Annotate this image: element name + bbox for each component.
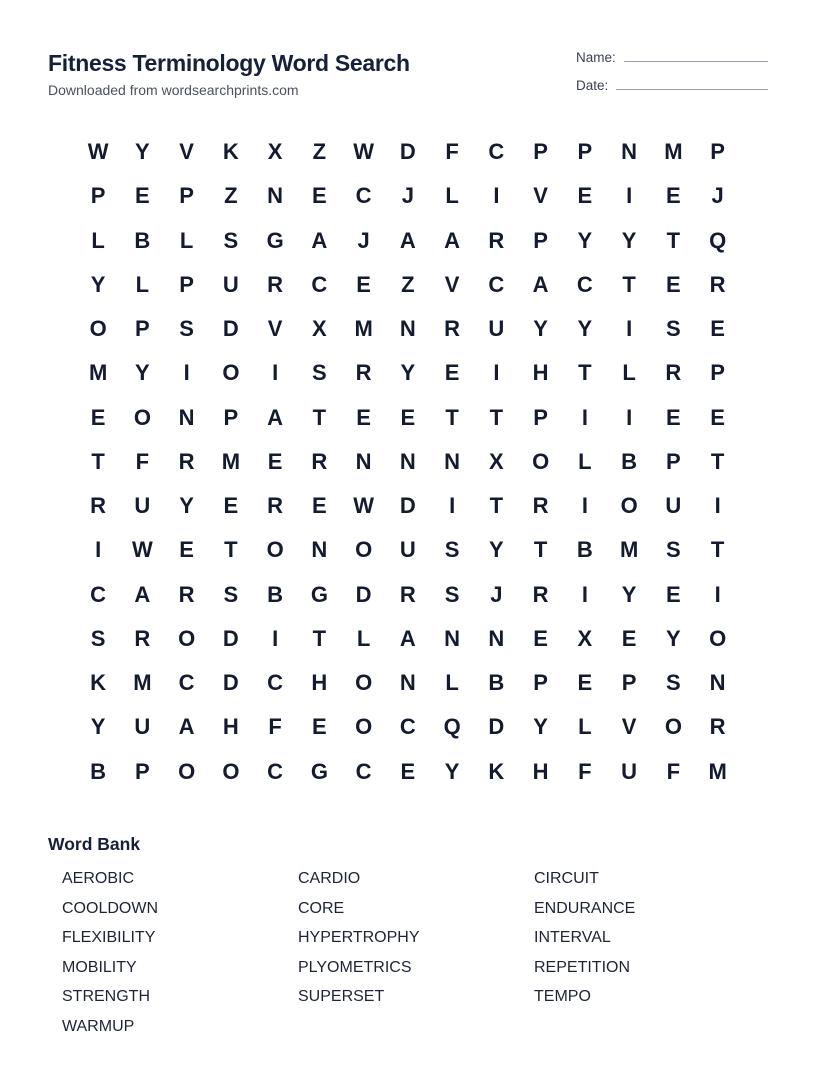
grid-letter[interactable]: D [399,493,416,519]
grid-letter[interactable]: C [90,581,107,607]
grid-letter[interactable]: S [179,316,194,342]
grid-letter[interactable]: V [621,714,637,740]
grid-letter[interactable]: F [135,448,150,474]
grid-letter[interactable]: M [88,360,108,386]
grid-letter[interactable]: P [577,139,593,165]
grid-letter[interactable]: A [311,227,328,253]
grid-letter[interactable]: S [666,537,681,563]
grid-letter[interactable]: I [183,360,190,386]
grid-letter[interactable]: Z [401,271,415,297]
grid-letter[interactable]: R [355,360,372,386]
grid-letter[interactable]: E [312,183,327,209]
grid-letter[interactable]: I [493,183,500,209]
grid-letter[interactable]: I [626,316,633,342]
grid-letter[interactable]: X [267,139,283,165]
grid-letter[interactable]: B [576,537,593,563]
grid-letter[interactable]: T [622,271,636,297]
grid-letter[interactable]: O [664,714,682,740]
grid-letter[interactable]: L [445,670,459,696]
grid-letter[interactable]: C [267,758,284,784]
grid-letter[interactable]: N [709,670,726,696]
grid-letter[interactable]: A [267,404,284,430]
grid-letter[interactable]: Y [666,625,681,651]
grid-letter[interactable]: X [577,625,593,651]
grid-letter[interactable]: C [355,758,372,784]
grid-letter[interactable]: U [134,493,151,519]
grid-letter[interactable]: Y [135,139,150,165]
word-bank-item: HYPERTROPHY [298,929,420,947]
grid-letter[interactable]: S [444,581,460,607]
grid-letter[interactable]: U [488,316,505,342]
grid-letter[interactable]: R [267,493,284,519]
grid-letter[interactable]: R [444,316,461,342]
grid-letter[interactable]: T [578,360,592,386]
grid-letter[interactable]: L [445,183,459,209]
grid-letter[interactable]: Y [577,227,593,253]
grid-letter[interactable]: P [135,316,150,342]
grid-letter[interactable]: T [533,537,548,563]
grid-letter[interactable]: E [400,758,416,784]
word-bank-item: COOLDOWN [62,899,158,917]
grid-letter[interactable]: C [355,183,372,209]
grid-letter[interactable]: Y [400,360,416,386]
grid-letter[interactable]: P [223,404,239,430]
grid-letter[interactable]: I [581,404,588,430]
grid-letter[interactable]: E [710,404,725,430]
grid-letter[interactable]: O [178,625,196,651]
grid-letter[interactable]: Q [709,227,727,253]
grid-letter[interactable]: I [272,360,279,386]
date-line[interactable] [616,78,768,90]
word-bank-title: Word Bank [48,834,141,854]
grid-letter[interactable]: O [355,714,373,740]
date-label: Date: [576,78,609,93]
grid-letter[interactable]: E [533,625,548,651]
grid-letter[interactable]: O [133,404,151,430]
grid-letter[interactable]: R [532,493,549,519]
grid-letter[interactable]: C [488,271,505,297]
grid-letter[interactable]: E [666,183,681,209]
grid-letter[interactable]: J [357,227,370,253]
grid-letter[interactable]: E [577,670,593,696]
word-bank-item: CARDIO [298,870,361,887]
grid-letter[interactable]: U [399,537,416,563]
grid-letter[interactable]: D [222,316,239,342]
grid-letter[interactable]: S [223,227,239,253]
grid-letter[interactable]: R [178,448,195,474]
grid-letter[interactable]: P [533,139,548,165]
grid-letter[interactable]: A [178,714,195,740]
grid-letter[interactable]: O [355,537,373,563]
grid-letter[interactable]: V [267,316,283,342]
grid-letter[interactable]: M [619,537,639,563]
grid-letter[interactable]: I [95,537,102,563]
grid-letter[interactable]: E [356,404,371,430]
grid-letter[interactable]: U [621,758,638,784]
grid-letter[interactable]: Y [621,581,637,607]
grid-letter[interactable]: Y [621,227,637,253]
grid-letter[interactable]: L [356,625,371,651]
grid-letter[interactable]: T [710,448,725,474]
grid-letter[interactable]: E [666,404,681,430]
grid-letter[interactable]: F [445,139,459,165]
grid-letter[interactable]: S [312,360,327,386]
grid-letter[interactable]: I [626,183,633,209]
grid-letter[interactable]: D [355,581,372,607]
grid-letter[interactable]: P [666,448,681,474]
grid-letter[interactable]: A [134,581,151,607]
grid-letter[interactable]: S [666,670,681,696]
grid-letter[interactable]: A [444,227,461,253]
grid-letter[interactable]: G [310,758,328,784]
grid-letter[interactable]: Y [90,271,106,297]
grid-letter[interactable]: Q [443,714,461,740]
grid-letter[interactable]: P [135,758,150,784]
grid-letter[interactable]: E [312,493,327,519]
grid-letter[interactable]: T [489,493,504,519]
grid-letter[interactable]: M [708,758,727,784]
grid-letter[interactable]: T [666,227,681,253]
grid-letter[interactable]: Y [135,360,150,386]
grid-letter[interactable]: E [312,714,327,740]
grid-letter[interactable]: E [356,271,371,297]
grid-letter[interactable]: Z [224,183,238,209]
grid-letter[interactable]: D [488,714,505,740]
word-bank-item: WARMUP [62,1017,135,1035]
grid-letter[interactable]: N [311,537,328,563]
grid-letter[interactable]: H [222,714,239,740]
grid-letter[interactable]: E [135,183,150,209]
grid-letter[interactable]: O [89,316,107,342]
grid-letter[interactable]: B [267,581,284,607]
grid-letter[interactable]: N [267,183,284,209]
grid-letter[interactable]: N [444,625,461,651]
grid-letter[interactable]: T [710,537,725,563]
grid-letter[interactable]: F [268,714,282,740]
grid-letter[interactable]: I [714,493,721,519]
grid-letter[interactable]: P [179,271,194,297]
grid-letter[interactable]: P [533,404,548,430]
grid-letter[interactable]: R [90,493,107,519]
grid-letter[interactable]: A [399,227,416,253]
grid-letter[interactable]: P [179,183,194,209]
word-bank-item: AEROBIC [62,870,135,887]
grid-letter[interactable]: B [90,758,107,784]
word-bank-item: ENDURANCE [534,899,636,917]
grid-letter[interactable]: D [399,139,416,165]
grid-letter[interactable]: L [91,227,105,253]
grid-letter[interactable]: V [444,271,460,297]
grid-letter[interactable]: L [622,360,636,386]
grid-letter[interactable]: I [493,360,500,386]
grid-letter[interactable]: U [134,714,151,740]
grid-letter[interactable]: G [266,227,284,253]
name-field[interactable] [576,50,768,65]
grid-letter[interactable]: U [665,493,682,519]
grid-letter[interactable]: H [532,758,549,784]
letter-grid [76,130,740,794]
name-label: Name: [576,50,616,65]
grid-letter[interactable]: Z [312,139,327,165]
grid-letter[interactable]: L [578,448,592,474]
grid-letter[interactable]: J [490,581,503,607]
word-bank-item: CORE [298,899,345,917]
grid-letter[interactable]: E [267,448,283,474]
grid-letter[interactable]: O [222,360,240,386]
grid-letter[interactable]: B [134,227,151,253]
grid-letter[interactable]: O [355,670,373,696]
grid-letter[interactable]: H [311,670,328,696]
grid-letter[interactable]: W [353,139,374,165]
grid-letter[interactable]: N [399,316,416,342]
grid-letter[interactable]: J [401,183,414,209]
grid-letter[interactable]: R [488,227,505,253]
word-bank-item: MOBILITY [62,958,137,976]
grid-letter[interactable]: C [488,139,505,165]
grid-letter[interactable]: R [134,625,151,651]
grid-letter[interactable]: L [135,271,150,297]
grid-letter[interactable]: J [711,183,724,209]
grid-letter[interactable]: I [581,493,588,519]
grid-letter[interactable]: X [312,316,327,342]
word-bank-item: PLYOMETRICS [298,958,412,976]
grid-letter[interactable]: Y [90,714,106,740]
grid-letter[interactable]: O [620,493,638,519]
grid-letter[interactable]: T [489,404,504,430]
word-bank-item: INTERVAL [534,929,611,947]
grid-letter[interactable]: O [266,537,284,563]
grid-letter[interactable]: B [488,670,505,696]
word-bank-item: TEMPO [534,988,591,1006]
grid-letter[interactable]: N [178,404,195,430]
grid-letter[interactable]: C [576,271,593,297]
grid-letter[interactable]: H [532,360,549,386]
grid-letter[interactable]: L [179,227,194,253]
grid-letter[interactable]: G [310,581,328,607]
grid-letter[interactable]: N [399,448,416,474]
grid-letter[interactable]: A [532,271,549,297]
grid-letter[interactable]: D [222,625,239,651]
grid-letter[interactable]: R [709,714,726,740]
grid-letter[interactable]: S [666,316,681,342]
grid-letter[interactable]: O [178,758,196,784]
grid-letter[interactable]: O [709,625,727,651]
grid-letter[interactable]: R [665,360,682,386]
grid-letter[interactable]: E [621,625,637,651]
grid-letter[interactable]: P [533,227,548,253]
grid-letter[interactable]: T [312,404,327,430]
grid-letter[interactable]: O [222,758,240,784]
grid-letter[interactable]: K [90,670,107,696]
grid-letter[interactable]: T [224,537,238,563]
grid-letter[interactable]: Y [489,537,504,563]
grid-letter[interactable]: C [399,714,416,740]
grid-letter[interactable]: I [581,581,588,607]
grid-letter[interactable]: Y [179,493,194,519]
grid-letter[interactable]: N [355,448,372,474]
grid-letter[interactable]: A [399,625,416,651]
grid-letter[interactable]: W [131,537,153,563]
grid-letter[interactable]: X [489,448,504,474]
grid-letter[interactable]: W [353,493,374,519]
grid-letter[interactable]: N [488,625,505,651]
source-note: Downloaded from wordsearchprints.com [48,82,299,98]
grid-letter[interactable]: M [133,670,152,696]
grid-letter[interactable]: Y [533,316,548,342]
grid-letter[interactable]: E [710,316,725,342]
grid-letter[interactable]: E [400,404,416,430]
grid-letter[interactable]: S [223,581,239,607]
grid-letter[interactable]: P [710,139,725,165]
grid-letter[interactable]: T [445,404,459,430]
grid-letter[interactable]: R [267,271,284,297]
page-title: Fitness Terminology Word Search [48,50,410,76]
grid-letter[interactable]: C [267,670,284,696]
grid-letter[interactable]: S [90,625,106,651]
grid-letter[interactable]: Y [533,714,548,740]
grid-letter[interactable]: E [444,360,460,386]
word-bank-item: CIRCUIT [534,870,599,887]
grid-letter[interactable]: I [272,625,279,651]
grid-letter[interactable]: T [91,448,105,474]
grid-letter[interactable]: K [222,139,239,165]
grid-letter[interactable]: V [179,139,194,165]
grid-letter[interactable]: R [311,448,328,474]
grid-letter[interactable]: E [577,183,593,209]
word-bank-item: SUPERSET [298,988,385,1006]
grid-letter[interactable]: Y [577,316,593,342]
grid-letter[interactable]: K [488,758,505,784]
word-bank [62,866,772,1044]
name-line[interactable] [624,50,768,62]
grid-letter[interactable]: D [222,670,239,696]
grid-letter[interactable]: R [178,581,195,607]
date-field[interactable] [576,78,768,93]
grid-letter[interactable]: R [399,581,416,607]
grid-letter[interactable]: S [444,537,460,563]
grid-letter[interactable]: M [664,139,683,165]
grid-letter[interactable]: R [532,581,549,607]
grid-letter[interactable]: V [533,183,548,209]
grid-letter[interactable]: I [714,581,721,607]
grid-letter[interactable]: E [223,493,239,519]
grid-letter[interactable]: T [312,625,327,651]
grid-letter[interactable]: P [621,670,637,696]
grid-letter[interactable]: R [709,271,726,297]
word-bank-item: STRENGTH [62,988,150,1006]
grid-letter[interactable]: P [533,670,548,696]
grid-letter[interactable]: N [399,670,416,696]
grid-letter[interactable]: E [179,537,194,563]
grid-letter[interactable]: I [449,493,456,519]
grid-letter[interactable]: N [621,139,638,165]
grid-letter[interactable]: F [666,758,681,784]
grid-letter[interactable]: B [621,448,638,474]
grid-letter[interactable]: W [87,139,109,165]
grid-letter[interactable]: I [626,404,633,430]
grid-letter[interactable]: F [578,758,592,784]
grid-letter[interactable]: P [710,360,725,386]
grid-letter[interactable]: C [311,271,328,297]
grid-letter[interactable]: C [178,670,195,696]
grid-letter[interactable]: Y [444,758,460,784]
grid-letter[interactable]: P [90,183,106,209]
grid-letter[interactable]: U [222,271,239,297]
grid-letter[interactable]: E [90,404,106,430]
word-bank-item: REPETITION [534,958,631,976]
grid-letter[interactable]: L [578,714,592,740]
grid-letter[interactable]: E [666,581,681,607]
grid-letter[interactable]: N [444,448,461,474]
grid-letter[interactable]: M [221,448,241,474]
word-bank-item: FLEXIBILITY [62,929,156,947]
grid-letter[interactable]: O [532,448,550,474]
grid-letter[interactable]: M [354,316,373,342]
grid-letter[interactable]: E [666,271,681,297]
